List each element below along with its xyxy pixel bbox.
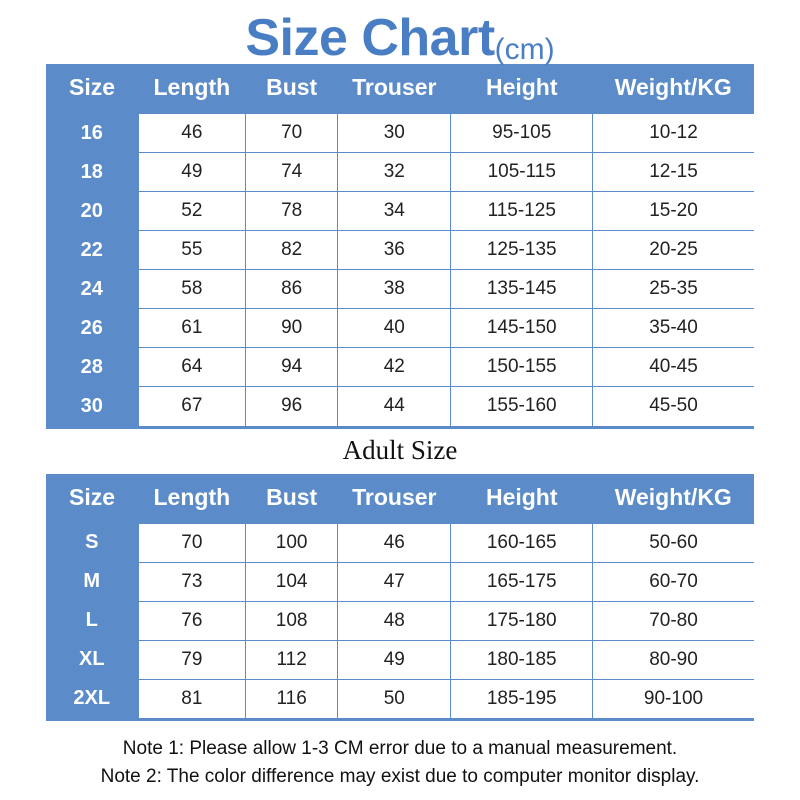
cell-weight: 90-100 [593, 679, 754, 719]
cell-bust: 70 [246, 114, 338, 153]
cell-weight: 80-90 [593, 640, 754, 679]
table-row [46, 309, 754, 348]
cell-height: 180-185 [451, 640, 593, 679]
table-row [46, 192, 754, 231]
cell-trouser: 49 [338, 640, 451, 679]
page-title-unit: (cm) [494, 33, 555, 66]
column-header-weight: Weight/KG [593, 64, 754, 114]
table-row [46, 679, 754, 719]
cell-length: 46 [138, 114, 246, 153]
cell-height: 95-105 [451, 114, 593, 153]
cell-weight: 50-60 [593, 523, 754, 562]
adult-size-table [46, 474, 754, 720]
table-row [46, 640, 754, 679]
note-line-2: Note 2: The color difference may exist due to computer monitor display. [100, 765, 700, 787]
cell-bust: 78 [246, 192, 338, 231]
cell-length: 58 [138, 270, 246, 309]
cell-bust: 100 [246, 523, 338, 562]
cell-length: 61 [138, 309, 246, 348]
column-header-trouser: Trouser [338, 64, 451, 114]
cell-height: 160-165 [451, 523, 593, 562]
adult-table-frame [46, 474, 754, 722]
cell-size: M [46, 562, 138, 601]
cell-length: 76 [138, 601, 246, 640]
cell-bust: 112 [246, 640, 338, 679]
cell-length: 67 [138, 387, 246, 427]
page-title-main: Size Chart [245, 9, 495, 67]
section-label-adult-size: Adult Size [342, 434, 458, 465]
cell-trouser: 46 [338, 523, 451, 562]
cell-bust: 94 [246, 348, 338, 387]
cell-weight: 10-12 [593, 114, 754, 153]
adult-size-table-wrap [46, 474, 754, 722]
cell-trouser: 42 [338, 348, 451, 387]
column-header-size: Size [46, 474, 138, 524]
cell-height: 155-160 [451, 387, 593, 427]
cell-weight: 12-15 [593, 153, 754, 192]
cell-bust: 96 [246, 387, 338, 427]
cell-size: 30 [46, 387, 138, 427]
page-title [0, 0, 800, 67]
cell-size: 16 [46, 114, 138, 153]
table-row [46, 387, 754, 427]
cell-bust: 90 [246, 309, 338, 348]
cell-weight: 35-40 [593, 309, 754, 348]
notes-section [0, 735, 800, 790]
column-header-weight: Weight/KG [593, 474, 754, 524]
cell-size: L [46, 601, 138, 640]
cell-size: 28 [46, 348, 138, 387]
table-row [46, 348, 754, 387]
cell-weight: 25-35 [593, 270, 754, 309]
table-header-row [46, 64, 754, 114]
cell-length: 49 [138, 153, 246, 192]
column-header-height: Height [451, 64, 593, 114]
cell-weight: 15-20 [593, 192, 754, 231]
cell-trouser: 32 [338, 153, 451, 192]
column-header-trouser: Trouser [338, 474, 451, 524]
cell-size: 26 [46, 309, 138, 348]
cell-weight: 45-50 [593, 387, 754, 427]
cell-size: 18 [46, 153, 138, 192]
cell-height: 165-175 [451, 562, 593, 601]
table-row [46, 114, 754, 153]
cell-size: S [46, 523, 138, 562]
table-row [46, 523, 754, 562]
table-row [46, 270, 754, 309]
cell-weight: 60-70 [593, 562, 754, 601]
cell-size: 20 [46, 192, 138, 231]
cell-weight: 40-45 [593, 348, 754, 387]
cell-trouser: 47 [338, 562, 451, 601]
cell-height: 105-115 [451, 153, 593, 192]
cell-size: 22 [46, 231, 138, 270]
cell-length: 81 [138, 679, 246, 719]
kids-size-table-wrap [46, 64, 754, 429]
cell-bust: 82 [246, 231, 338, 270]
cell-trouser: 48 [338, 601, 451, 640]
column-header-bust: Bust [246, 474, 338, 524]
cell-trouser: 30 [338, 114, 451, 153]
cell-trouser: 36 [338, 231, 451, 270]
kids-table-frame [46, 64, 754, 429]
cell-bust: 108 [246, 601, 338, 640]
cell-height: 185-195 [451, 679, 593, 719]
cell-height: 125-135 [451, 231, 593, 270]
cell-length: 70 [138, 523, 246, 562]
cell-size: 2XL [46, 679, 138, 719]
cell-bust: 86 [246, 270, 338, 309]
cell-trouser: 50 [338, 679, 451, 719]
cell-height: 115-125 [451, 192, 593, 231]
cell-height: 175-180 [451, 601, 593, 640]
column-header-length: Length [138, 64, 246, 114]
cell-length: 79 [138, 640, 246, 679]
cell-bust: 104 [246, 562, 338, 601]
cell-length: 73 [138, 562, 246, 601]
cell-size: XL [46, 640, 138, 679]
table-row [46, 153, 754, 192]
cell-trouser: 34 [338, 192, 451, 231]
cell-length: 64 [138, 348, 246, 387]
table-row [46, 562, 754, 601]
kids-size-table [46, 64, 754, 427]
cell-size: 24 [46, 270, 138, 309]
column-header-length: Length [138, 474, 246, 524]
cell-bust: 74 [246, 153, 338, 192]
table-row [46, 601, 754, 640]
cell-weight: 70-80 [593, 601, 754, 640]
cell-bust: 116 [246, 679, 338, 719]
cell-trouser: 38 [338, 270, 451, 309]
note-line-1: Note 1: Please allow 1-3 CM error due to a manual measurement. [122, 738, 678, 759]
cell-height: 150-155 [451, 348, 593, 387]
cell-trouser: 44 [338, 387, 451, 427]
cell-weight: 20-25 [593, 231, 754, 270]
cell-length: 52 [138, 192, 246, 231]
cell-length: 55 [138, 231, 246, 270]
table-header-row [46, 474, 754, 524]
table-row [46, 231, 754, 270]
column-header-size: Size [46, 64, 138, 114]
cell-height: 135-145 [451, 270, 593, 309]
cell-height: 145-150 [451, 309, 593, 348]
column-header-height: Height [451, 474, 593, 524]
cell-trouser: 40 [338, 309, 451, 348]
column-header-bust: Bust [246, 64, 338, 114]
